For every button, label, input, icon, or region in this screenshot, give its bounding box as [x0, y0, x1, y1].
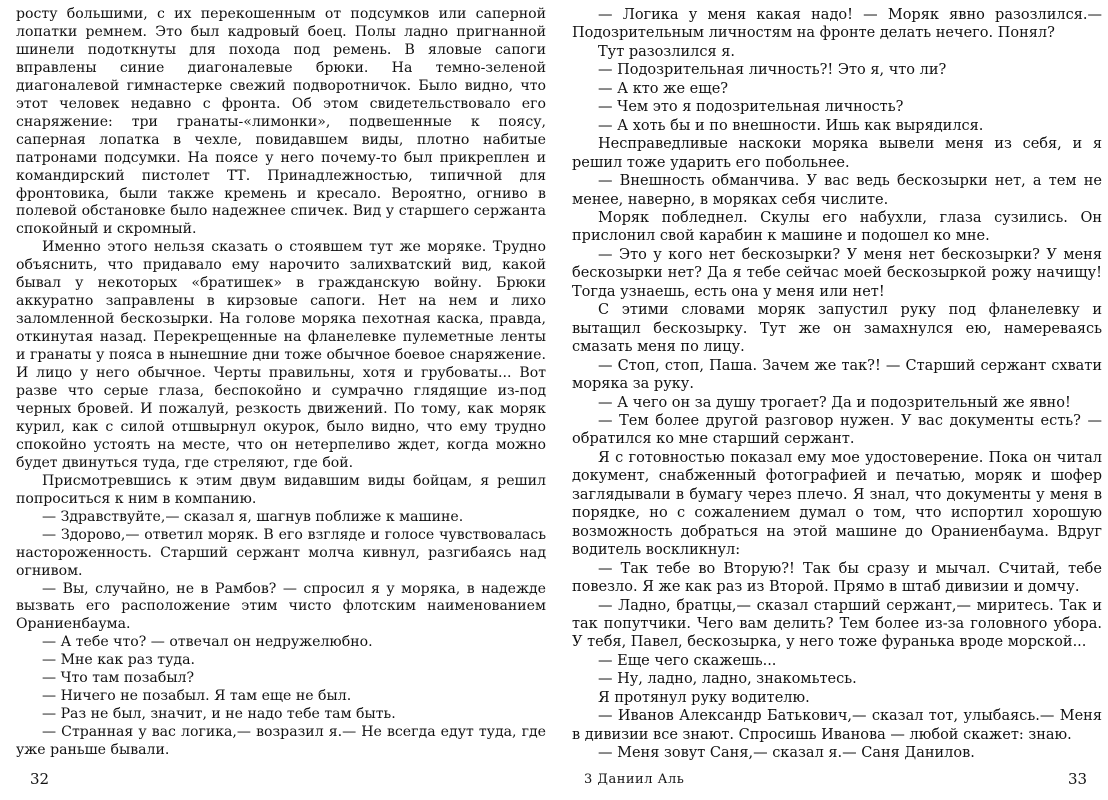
paragraph: — Мне как раз туда. — [42, 652, 195, 669]
paragraph: Моряк побледнел. Скулы его набухли, глаза сузились. Он прислонил свой карабин к машине и подошел ко мне. — [572, 209, 1102, 245]
paragraph: — Еще чего скажешь... — [598, 652, 777, 669]
paragraph: Я протянул руку водителю. — [598, 689, 810, 706]
paragraph: С этими словами моряк запустил руку под фланелевку и вытащил бескозырку. Тут же он замахнулся ею, намереваясь смазать меня по лицу. — [572, 302, 1102, 356]
right-page-text — [572, 6, 1102, 763]
paragraph: — Вы, случайно, не в Рамбов? — спросил я у моряка, в надежде вызвать его расположение этим чисто флотским наименованием Ораниенбаума. — [16, 580, 546, 633]
paragraph: Тут разозлился я. — [598, 43, 736, 60]
paragraph: — Раз не был, значит, и не надо тебе там быть. — [42, 706, 396, 723]
paragraph: — Меня зовут Саня,— сказал я.— Саня Данилов. — [598, 745, 975, 762]
paragraph: — Тем более другой разговор нужен. У вас документы есть? — обратился ко мне старший сержант. — [572, 412, 1102, 448]
paragraph: — Ладно, братцы,— сказал старший сержант,— миритесь. Так и так попутчики. Чего вам делить? Тем более из-за головного убора. У тебя, Павел, бескозырка, у него тоже фуранька вроде морской... — [572, 597, 1102, 651]
paragraph: — Что там позабыл? — [42, 670, 195, 687]
paragraph: — А чего он за душу трогает? Да и подозрительный же явно! — [598, 394, 1071, 411]
paragraph: — Здорово,— ответил моряк. В его взгляде и голосе чувствовалась настороженность. Старший сержант молча кивнул, разгибаясь над огнивом. — [16, 526, 546, 579]
paragraph: — Иванов Александр Батькович,— сказал тот, улыбаясь.— Меня в дивизии все знают. Спросишь Иванова — любой скажет: знаю. — [572, 708, 1102, 743]
paragraph: — Странная у вас логика,— возразил я.— Не всегда едут туда, где уже раньше бывали. — [16, 724, 546, 759]
paragraph: — Ну, ладно, ладно, знакомьтесь. — [598, 671, 857, 688]
left-page — [16, 6, 546, 760]
paragraph: — Стоп, стоп, Паша. Зачем же так?! — Старший сержант схвати моряка за руку. — [572, 357, 1102, 393]
left-page-text — [16, 6, 546, 760]
paragraph: — Внешность обманчива. У вас ведь бескозырки нет, а тем не менее, наверно, в моряках себя числите. — [572, 173, 1102, 208]
paragraph: — А хоть бы и по внешности. Ишь как вырядился. — [598, 117, 984, 134]
printer-signature: 3 Даниил Аль — [584, 772, 685, 787]
page-number-left: 32 — [30, 770, 50, 788]
paragraph: Присмотревшись к этим двум видавшим виды бойцам, я решил попроситься к ним в компанию. — [16, 472, 546, 507]
paragraph: — Ничего не позабыл. Я там еще не был. — [42, 688, 352, 705]
paragraph: — А кто же еще? — [598, 80, 729, 97]
paragraph: — Это у кого нет бескозырки? У меня нет бескозырки? У меня бескозырки нет? Да я тебе сейчас моей бескозыркой рожу начищу! Тогда узнаешь, есть она у меня или нет! — [572, 246, 1102, 300]
paragraph: — А тебе что? — отвечал он недружелюбно. — [42, 634, 373, 651]
paragraph: — Чем это я подозрительная личность? — [598, 99, 904, 116]
paragraph: Именно этого нельзя сказать о стоявшем тут же моряке. Трудно объяснить, что придавало ему нарочито залихватский вид, какой бывал у некоторых «братишек» в гражданскую войну. Брюки аккуратно заправлены в кирзовые сапоги. Нет на нем и лихо заломленной бескозырки. На голове моряка пехотная каска, правда, откинутая назад. Перекрещенные на фланелевке пулеметные ленты и гранаты у пояса в нынешние дни тоже обычное боевое снаряжение. И лицо у него обычное. Черты правильны, хотя и грубоваты... Вот разве что серые глаза, беспокойно и сумрачно глядящие из-под черных бровей. И пожалуй, резкость движений. По тому, как моряк курил, как с силой отшвырнул окурок, было видно, что ему трудно спокойно устоять на месте, что он нетерпеливо ждет, когда можно будет двинуться туда, где стреляют, где бой. — [16, 239, 546, 471]
paragraph: — Подозрительная личность?! Это я, что ли? — [598, 62, 947, 79]
paragraph: Я с готовностью показал ему мое удостоверение. Пока он читал документ, снабженный фотографией и печатью, моряк и шофер заглядывали в бумагу через плечо. Я знал, что документы у меня в порядке, но с сожалением думал о том, что испортил хорошую возможность добраться на этой машине до Ораниенбаума. Вдруг водитель воскликнул: — [572, 449, 1102, 559]
paragraph: — Логика у меня какая надо! — Моряк явно разозлился.— Подозрительным личностям на фронте делать нечего. Понял? — [572, 7, 1102, 42]
right-page — [572, 6, 1102, 763]
page-number-right: 33 — [1068, 770, 1088, 788]
paragraph: — Так тебе во Вторую?! Так бы сразу и мычал. Считай, тебе повезло. Я же как раз из Второй. Прямо в штаб дивизии и домчу. — [572, 560, 1102, 596]
paragraph: — Здравствуйте,— сказал я, шагнув поближе к машине. — [42, 508, 464, 525]
paragraph: Несправедливые наскоки моряка вывели меня из себя, и я решил тоже ударить его побольнее. — [572, 136, 1102, 171]
paragraph: росту большими, с их перекошенным от подсумков или саперной лопатки ремнем. Это был кадровый боец. Полы ладно пригнанной шинели подоткнуты для похода под ремень. В яловые сапоги вправлены синие диагоналевые брюки. На темно-зеленой диагоналевой гимнастерке свежий подворотничок. Было видно, что этот человек недавно с фронта. Об этом свидетельствовало его снаряжение: три гранаты-«лимонки», подвешенные к поясу, саперная лопатка в чехле, повидавшем виды, плотно набитые патронами подсумки. На поясе у него почему-то был прикреплен и командирский пистолет ТТ. Принадлежностью, типичной для фронтовика, были также кремень и кресало. Вероятно, огниво в полевой обстановке было надежнее спичек. Вид у старшего сержанта спокойный и скромный. — [16, 6, 546, 238]
